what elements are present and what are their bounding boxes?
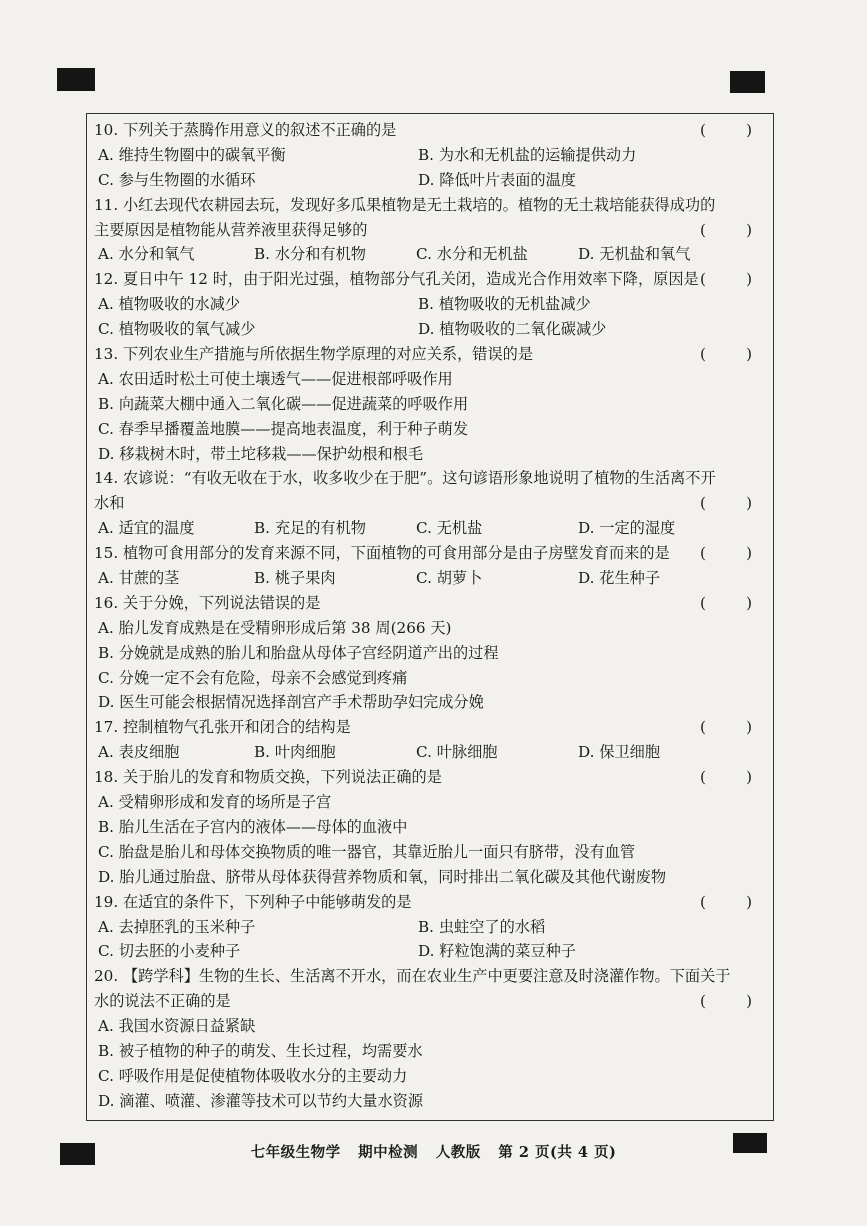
option-d: D. 植物吸收的二氧化碳减少 bbox=[418, 320, 607, 339]
question-stem: 19. 在适宜的条件下，下列种子中能够萌发的是 bbox=[94, 892, 412, 911]
answer-bracket[interactable]: ( ) bbox=[700, 593, 752, 612]
option-d: D. 保卫细胞 bbox=[578, 743, 661, 762]
option-c: C. 呼吸作用是促使植物体吸收水分的主要动力 bbox=[98, 1066, 408, 1085]
page-footer bbox=[0, 1141, 867, 1162]
option-d: D. 胎儿通过胎盘、脐带从母体获得营养物质和氧，同时排出二氧化碳及其他代谢废物 bbox=[98, 867, 667, 886]
option-b: B. 植物吸收的无机盐减少 bbox=[418, 295, 591, 314]
answer-bracket[interactable]: ( ) bbox=[700, 892, 752, 911]
option-d: D. 移栽树木时，带土坨移栽——保护幼根和根毛 bbox=[98, 444, 424, 463]
option-b: B. 向蔬菜大棚中通入二氧化碳——促进蔬菜的呼吸作用 bbox=[98, 394, 469, 413]
question-stem: 14. 农谚说：“有收无收在于水，收多收少在于肥”。这句谚语形象地说明了植物的生活离不开 bbox=[94, 469, 716, 488]
option-c: C. 春季早播覆盖地膜——提高地表温度，利于种子萌发 bbox=[98, 419, 469, 438]
option-c: C. 参与生物圈的水循环 bbox=[98, 170, 256, 189]
option-b: B. 虫蛀空了的水稻 bbox=[418, 917, 546, 936]
option-b: B. 为水和无机盐的运输提供动力 bbox=[418, 145, 637, 164]
question-17 bbox=[94, 715, 770, 740]
option-d: D. 降低叶片表面的温度 bbox=[418, 170, 576, 189]
option-b: B. 充足的有机物 bbox=[254, 519, 366, 538]
question-stem-cont: 主要原因是植物能从营养液里获得足够的 bbox=[94, 220, 368, 239]
option-d: D. 无机盐和氧气 bbox=[578, 245, 691, 264]
question-10 bbox=[94, 118, 770, 143]
answer-bracket[interactable]: ( ) bbox=[700, 270, 752, 289]
question-13 bbox=[94, 342, 770, 367]
answer-bracket[interactable]: ( ) bbox=[700, 494, 752, 513]
option-a: A. 受精卵形成和发育的场所是子宫 bbox=[98, 793, 332, 812]
question-15 bbox=[94, 541, 770, 566]
option-c: C. 无机盐 bbox=[416, 519, 483, 538]
option-c: C. 水分和无机盐 bbox=[416, 245, 528, 264]
option-b: B. 分娩就是成熟的胎儿和胎盘从母体子宫经阴道产出的过程 bbox=[98, 643, 499, 662]
question-18 bbox=[94, 765, 770, 790]
option-a: A. 维持生物圈中的碳氧平衡 bbox=[98, 145, 286, 164]
footer-exam: 期中检测 bbox=[358, 1144, 419, 1161]
option-b: B. 胎儿生活在子宫内的液体——母体的血液中 bbox=[98, 817, 408, 836]
question-19 bbox=[94, 890, 770, 915]
option-b: B. 叶肉细胞 bbox=[254, 743, 336, 762]
question-16 bbox=[94, 591, 770, 616]
option-d: D. 医生可能会根据情况选择剖宫产手术帮助孕妇完成分娩 bbox=[98, 693, 484, 712]
question-stem: 20. 【跨学科】生物的生长、生活离不开水，而在农业生产中更要注意及时浇灌作物。下面关于 bbox=[94, 967, 731, 986]
option-d: D. 滴灌、喷灌、渗灌等技术可以节约大量水资源 bbox=[98, 1091, 424, 1110]
option-a: A. 我国水资源日益紧缺 bbox=[98, 1017, 256, 1036]
footer-edition: 人教版 bbox=[435, 1144, 481, 1161]
option-a: A. 胎儿发育成熟是在受精卵形成后第 38 周(266 天) bbox=[98, 618, 452, 637]
answer-bracket[interactable]: ( ) bbox=[700, 544, 752, 563]
option-c: C. 胎盘是胎儿和母体交换物质的唯一器官，其靠近胎儿一面只有脐带，没有血管 bbox=[98, 842, 636, 861]
question-12 bbox=[94, 267, 770, 292]
option-d: D. 花生种子 bbox=[578, 569, 661, 588]
answer-bracket[interactable]: ( ) bbox=[700, 718, 752, 737]
option-b: B. 桃子果肉 bbox=[254, 569, 336, 588]
option-c: C. 胡萝卜 bbox=[416, 569, 483, 588]
option-c: C. 切去胚的小麦种子 bbox=[98, 942, 241, 961]
footer-page: 第 2 页(共 4 页) bbox=[498, 1144, 617, 1161]
registration-mark-top-left bbox=[57, 68, 95, 91]
option-a: A. 植物吸收的水减少 bbox=[98, 295, 241, 314]
option-a: A. 去掉胚乳的玉米种子 bbox=[98, 917, 256, 936]
question-stem: 10. 下列关于蒸腾作用意义的叙述不正确的是 bbox=[94, 121, 397, 139]
question-14 bbox=[94, 466, 770, 491]
question-stem-cont: 水和 bbox=[94, 494, 125, 513]
question-stem: 15. 植物可食用部分的发育来源不同，下面植物的可食用部分是由子房壁发育而来的是 bbox=[94, 544, 670, 563]
question-20 bbox=[94, 964, 770, 989]
option-b: B. 水分和有机物 bbox=[254, 245, 366, 264]
footer-grade: 七年级生物学 bbox=[250, 1144, 341, 1161]
question-11 bbox=[94, 193, 770, 218]
question-stem: 17. 控制植物气孔张开和闭合的结构是 bbox=[94, 718, 351, 737]
registration-mark-top-right bbox=[730, 71, 765, 93]
answer-bracket[interactable]: ( ) bbox=[700, 345, 752, 364]
option-d: D. 籽粒饱满的菜豆种子 bbox=[418, 942, 576, 961]
option-a: A. 甘蔗的茎 bbox=[98, 569, 180, 588]
answer-bracket[interactable]: ( ) bbox=[700, 992, 752, 1011]
option-a: A. 水分和氧气 bbox=[98, 245, 195, 264]
option-a: A. 表皮细胞 bbox=[98, 743, 180, 762]
option-c: C. 分娩一定不会有危险，母亲不会感觉到疼痛 bbox=[98, 668, 408, 687]
option-a: A. 农田适时松土可使土壤透气——促进根部呼吸作用 bbox=[98, 369, 453, 388]
question-stem-cont: 水的说法不正确的是 bbox=[94, 992, 231, 1011]
option-c: C. 植物吸收的氧气减少 bbox=[98, 320, 256, 339]
question-stem: 16. 关于分娩，下列说法错误的是 bbox=[94, 593, 321, 612]
question-stem: 12. 夏日中午 12 时，由于阳光过强，植物部分气孔关闭，造成光合作用效率下降，原因是 bbox=[94, 270, 699, 289]
answer-bracket[interactable]: ( ) bbox=[700, 220, 752, 239]
option-c: C. 叶脉细胞 bbox=[416, 743, 498, 762]
question-stem: 11. 小红去现代农耕园去玩，发现好多瓜果植物是无土栽培的。植物的无土栽培能获得成功的 bbox=[94, 195, 716, 214]
question-list bbox=[94, 118, 770, 1114]
option-b: B. 被子植物的种子的萌发、生长过程，均需要水 bbox=[98, 1041, 423, 1060]
answer-bracket[interactable]: ( ) bbox=[700, 121, 752, 139]
question-stem: 13. 下列农业生产措施与所依据生物学原理的对应关系，错误的是 bbox=[94, 345, 534, 364]
question-stem: 18. 关于胎儿的发育和物质交换，下列说法正确的是 bbox=[94, 768, 442, 787]
answer-bracket[interactable]: ( ) bbox=[700, 768, 752, 787]
option-a: A. 适宜的温度 bbox=[98, 519, 195, 538]
option-d: D. 一定的湿度 bbox=[578, 519, 676, 538]
